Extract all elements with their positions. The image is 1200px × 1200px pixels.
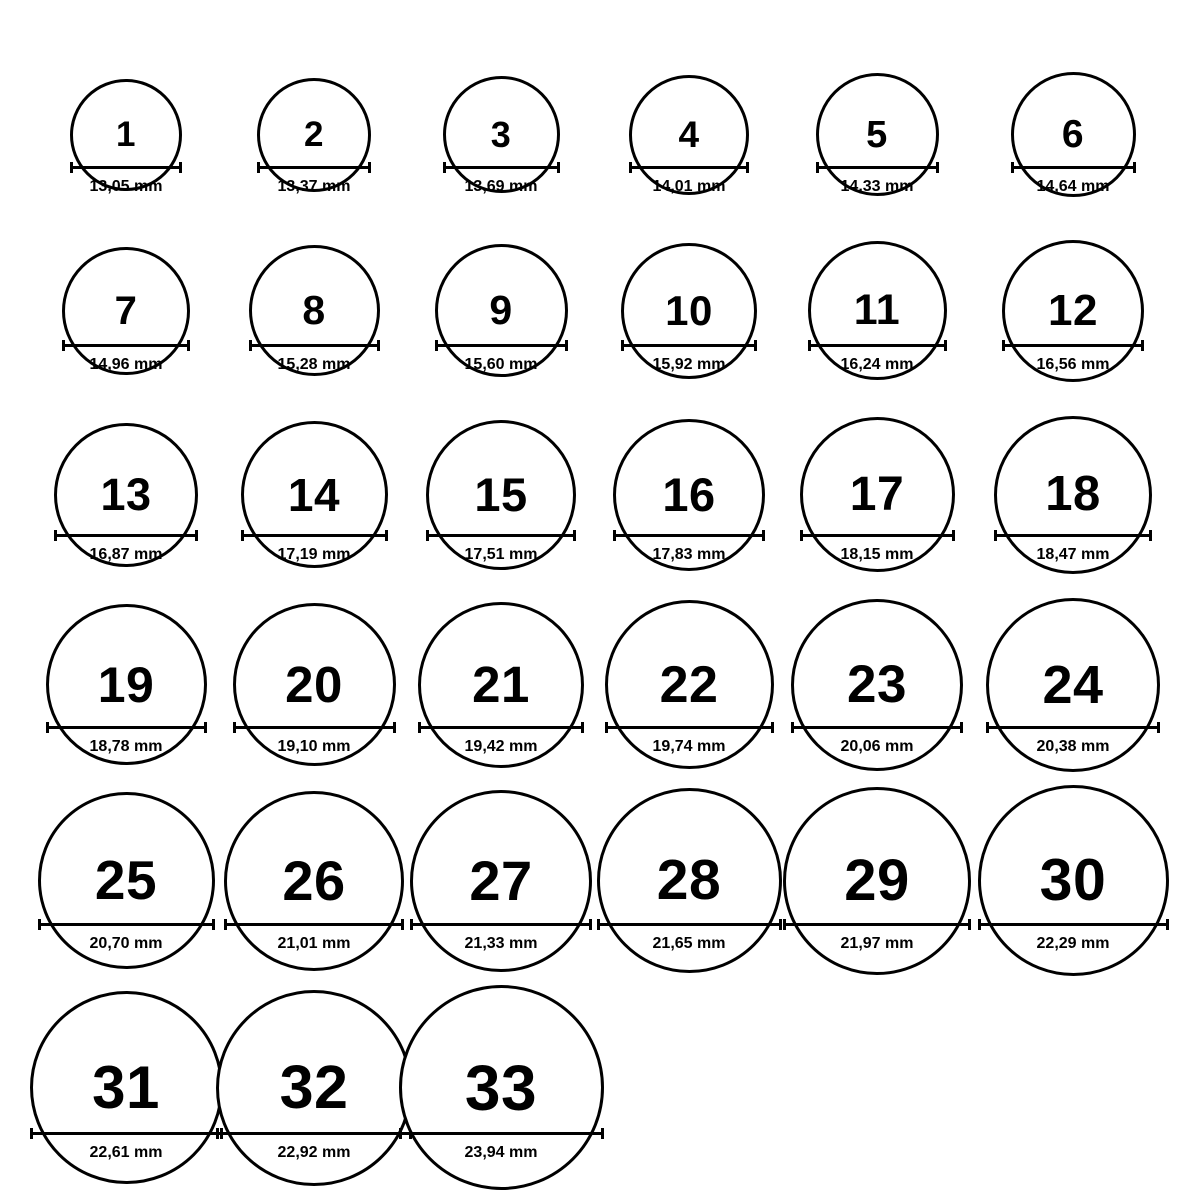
measurement-bar-icon bbox=[399, 1128, 604, 1138]
ring-measurement bbox=[816, 156, 939, 195]
ring-measurement bbox=[426, 524, 576, 563]
measurement-cap-left bbox=[800, 530, 803, 541]
ring-diameter-label: 16,56 mm bbox=[1036, 356, 1110, 373]
measurement-cap-left bbox=[597, 919, 600, 930]
ring-diameter-label: 17,19 mm bbox=[277, 546, 351, 563]
ring-measurement bbox=[241, 524, 388, 563]
measurement-cap-left bbox=[70, 162, 73, 173]
ring-diameter-label: 21,97 mm bbox=[840, 935, 914, 952]
measurement-cap-right bbox=[401, 919, 404, 930]
measurement-cap-left bbox=[613, 530, 616, 541]
ring-measurement bbox=[224, 913, 404, 952]
measurement-bar-icon bbox=[605, 722, 774, 732]
ring-diameter-label: 18,47 mm bbox=[1036, 546, 1110, 563]
measurement-cap-left bbox=[1011, 162, 1014, 173]
ring-size-number: 23 bbox=[847, 655, 907, 714]
measurement-line bbox=[435, 344, 568, 347]
ring-measurement bbox=[249, 334, 380, 373]
ring-size-number: 25 bbox=[94, 849, 158, 911]
measurement-cap-left bbox=[808, 340, 811, 351]
measurement-cap-right bbox=[565, 340, 568, 351]
measurement-cap-left bbox=[257, 162, 260, 173]
ring-measurement bbox=[443, 156, 560, 195]
measurement-bar-icon bbox=[443, 162, 560, 172]
ring-size-number: 11 bbox=[853, 286, 901, 334]
measurement-cap-right bbox=[187, 340, 190, 351]
measurement-bar-icon bbox=[435, 340, 568, 350]
ring-diameter-label: 15,28 mm bbox=[277, 356, 351, 373]
measurement-bar-icon bbox=[30, 1128, 223, 1138]
measurement-cap-left bbox=[1002, 340, 1005, 351]
measurement-cap-right bbox=[1157, 722, 1160, 733]
ring-measurement bbox=[605, 716, 774, 755]
measurement-cap-right bbox=[762, 530, 765, 541]
measurement-bar-icon bbox=[418, 722, 584, 732]
measurement-cap-right bbox=[557, 162, 560, 173]
ring-measurement bbox=[800, 524, 955, 563]
ring-diameter-label: 14,01 mm bbox=[652, 178, 726, 195]
ring-diameter-label: 14,33 mm bbox=[840, 178, 914, 195]
ring-diameter-label: 22,29 mm bbox=[1036, 935, 1110, 952]
ring-diameter-label: 15,60 mm bbox=[464, 356, 538, 373]
measurement-bar-icon bbox=[613, 530, 765, 540]
ring-size-number: 30 bbox=[1039, 847, 1107, 913]
ring-size-number: 1 bbox=[116, 115, 136, 154]
measurement-line bbox=[621, 344, 757, 347]
measurement-cap-right bbox=[204, 722, 207, 733]
measurement-line bbox=[46, 726, 207, 729]
measurement-cap-left bbox=[224, 919, 227, 930]
ring-size-number: 29 bbox=[844, 847, 910, 913]
ring-size-number: 12 bbox=[1048, 285, 1098, 335]
measurement-bar-icon bbox=[224, 919, 404, 929]
measurement-cap-left bbox=[241, 530, 244, 541]
measurement-cap-right bbox=[746, 162, 749, 173]
ring-measurement bbox=[38, 913, 215, 952]
measurement-cap-left bbox=[62, 340, 65, 351]
measurement-line bbox=[629, 166, 749, 169]
measurement-line bbox=[597, 923, 782, 926]
ring-diameter-label: 14,64 mm bbox=[1036, 178, 1110, 195]
ring-size-number: 20 bbox=[285, 656, 343, 713]
ring-diameter-label: 22,92 mm bbox=[277, 1144, 351, 1161]
measurement-cap-left bbox=[605, 722, 608, 733]
ring-diameter-label: 17,51 mm bbox=[464, 546, 538, 563]
ring-diameter-label: 19,42 mm bbox=[464, 738, 538, 755]
ring-size-number: 8 bbox=[302, 287, 326, 333]
ring-diameter-label: 18,78 mm bbox=[89, 738, 163, 755]
measurement-line bbox=[418, 726, 584, 729]
measurement-cap-right bbox=[212, 919, 215, 930]
ring-measurement bbox=[410, 913, 592, 952]
ring-size-number: 13 bbox=[100, 469, 152, 520]
measurement-cap-left bbox=[399, 1128, 402, 1139]
measurement-line bbox=[816, 166, 939, 169]
measurement-line bbox=[808, 344, 947, 347]
ring-measurement bbox=[216, 1122, 412, 1161]
measurement-cap-right bbox=[1166, 919, 1169, 930]
measurement-cap-right bbox=[771, 722, 774, 733]
measurement-bar-icon bbox=[426, 530, 576, 540]
measurement-line bbox=[1011, 166, 1136, 169]
ring-diameter-label: 17,83 mm bbox=[652, 546, 726, 563]
ring-measurement bbox=[70, 156, 182, 195]
measurement-cap-right bbox=[368, 162, 371, 173]
measurement-bar-icon bbox=[216, 1128, 412, 1138]
measurement-cap-left bbox=[994, 530, 997, 541]
measurement-line bbox=[70, 166, 182, 169]
measurement-bar-icon bbox=[257, 162, 371, 172]
ring-diameter-label: 20,70 mm bbox=[89, 935, 163, 952]
measurement-cap-left bbox=[216, 1128, 219, 1139]
ring-diameter-label: 16,24 mm bbox=[840, 356, 914, 373]
measurement-cap-left bbox=[783, 919, 786, 930]
measurement-bar-icon bbox=[791, 722, 963, 732]
ring-size-number: 26 bbox=[282, 848, 346, 912]
measurement-bar-icon bbox=[800, 530, 955, 540]
measurement-bar-icon bbox=[233, 722, 396, 732]
measurement-cap-left bbox=[621, 340, 624, 351]
ring-measurement bbox=[791, 716, 963, 755]
measurement-bar-icon bbox=[986, 722, 1160, 732]
measurement-line bbox=[249, 344, 380, 347]
ring-diameter-label: 21,01 mm bbox=[277, 935, 351, 952]
ring-size-number: 32 bbox=[279, 1053, 349, 1121]
measurement-cap-left bbox=[986, 722, 989, 733]
measurement-cap-right bbox=[573, 530, 576, 541]
measurement-cap-left bbox=[791, 722, 794, 733]
measurement-cap-left bbox=[410, 919, 413, 930]
ring-diameter-label: 21,33 mm bbox=[464, 935, 538, 952]
ring-size-number: 28 bbox=[656, 848, 722, 912]
measurement-cap-right bbox=[754, 340, 757, 351]
measurement-cap-right bbox=[944, 340, 947, 351]
ring-measurement bbox=[54, 524, 198, 563]
measurement-cap-right bbox=[936, 162, 939, 173]
ring-measurement bbox=[233, 716, 396, 755]
measurement-cap-right bbox=[952, 530, 955, 541]
measurement-cap-right bbox=[968, 919, 971, 930]
ring-size-number: 33 bbox=[464, 1051, 538, 1124]
measurement-bar-icon bbox=[70, 162, 182, 172]
ring-size-number: 31 bbox=[92, 1053, 160, 1121]
measurement-cap-left bbox=[426, 530, 429, 541]
measurement-cap-left bbox=[30, 1128, 33, 1139]
ring-measurement bbox=[621, 334, 757, 373]
ring-measurement bbox=[986, 716, 1160, 755]
measurement-bar-icon bbox=[62, 340, 190, 350]
ring-diameter-label: 14,96 mm bbox=[89, 356, 163, 373]
ring-diameter-label: 23,94 mm bbox=[464, 1144, 538, 1161]
ring-size-number: 17 bbox=[849, 467, 905, 521]
measurement-bar-icon bbox=[816, 162, 939, 172]
measurement-line bbox=[224, 923, 404, 926]
measurement-bar-icon bbox=[249, 340, 380, 350]
ring-measurement bbox=[613, 524, 765, 563]
ring-size-number: 3 bbox=[490, 113, 512, 155]
ring-diameter-label: 19,74 mm bbox=[652, 738, 726, 755]
measurement-cap-right bbox=[385, 530, 388, 541]
measurement-cap-right bbox=[1141, 340, 1144, 351]
ring-size-number: 16 bbox=[662, 468, 716, 521]
measurement-line bbox=[443, 166, 560, 169]
measurement-cap-right bbox=[1149, 530, 1152, 541]
measurement-bar-icon bbox=[1002, 340, 1144, 350]
measurement-line bbox=[54, 534, 198, 537]
ring-measurement bbox=[62, 334, 190, 373]
measurement-line bbox=[978, 923, 1169, 926]
measurement-cap-right bbox=[179, 162, 182, 173]
measurement-line bbox=[30, 1132, 223, 1135]
measurement-cap-left bbox=[54, 530, 57, 541]
ring-size-number: 15 bbox=[474, 468, 528, 521]
measurement-cap-left bbox=[978, 919, 981, 930]
ring-size-number: 10 bbox=[665, 286, 713, 334]
ring-measurement bbox=[597, 913, 782, 952]
ring-diameter-label: 13,37 mm bbox=[277, 178, 351, 195]
ring-size-number: 4 bbox=[678, 114, 700, 155]
measurement-line bbox=[241, 534, 388, 537]
ring-measurement bbox=[808, 334, 947, 373]
measurement-cap-right bbox=[581, 722, 584, 733]
measurement-line bbox=[986, 726, 1160, 729]
measurement-line bbox=[216, 1132, 412, 1135]
measurement-line bbox=[605, 726, 774, 729]
ring-measurement bbox=[30, 1122, 223, 1161]
measurement-cap-left bbox=[418, 722, 421, 733]
ring-size-number: 7 bbox=[114, 288, 138, 333]
ring-size-number: 22 bbox=[659, 655, 719, 714]
measurement-bar-icon bbox=[597, 919, 782, 929]
measurement-line bbox=[994, 534, 1152, 537]
measurement-cap-left bbox=[249, 340, 252, 351]
measurement-bar-icon bbox=[994, 530, 1152, 540]
measurement-cap-left bbox=[435, 340, 438, 351]
measurement-cap-right bbox=[1133, 162, 1136, 173]
ring-measurement bbox=[46, 716, 207, 755]
measurement-cap-right bbox=[779, 919, 782, 930]
ring-size-number: 24 bbox=[1042, 654, 1104, 715]
ring-measurement bbox=[783, 913, 971, 952]
measurement-bar-icon bbox=[808, 340, 947, 350]
measurement-line bbox=[426, 534, 576, 537]
measurement-bar-icon bbox=[38, 919, 215, 929]
measurement-cap-left bbox=[46, 722, 49, 733]
ring-size-number: 19 bbox=[97, 656, 155, 713]
measurement-bar-icon bbox=[54, 530, 198, 540]
measurement-cap-right bbox=[393, 722, 396, 733]
ring-size-number: 14 bbox=[287, 468, 341, 521]
measurement-cap-left bbox=[233, 722, 236, 733]
measurement-bar-icon bbox=[783, 919, 971, 929]
measurement-cap-right bbox=[589, 919, 592, 930]
ring-diameter-label: 20,06 mm bbox=[840, 738, 914, 755]
measurement-line bbox=[1002, 344, 1144, 347]
ring-size-number: 5 bbox=[866, 113, 888, 156]
measurement-line bbox=[613, 534, 765, 537]
measurement-bar-icon bbox=[629, 162, 749, 172]
ring-diameter-label: 13,69 mm bbox=[464, 178, 538, 195]
ring-measurement bbox=[418, 716, 584, 755]
measurement-line bbox=[257, 166, 371, 169]
measurement-line bbox=[399, 1132, 604, 1135]
measurement-line bbox=[800, 534, 955, 537]
ring-size-number: 6 bbox=[1061, 113, 1085, 156]
measurement-bar-icon bbox=[410, 919, 592, 929]
ring-diameter-label: 15,92 mm bbox=[652, 356, 726, 373]
ring-measurement bbox=[1002, 334, 1144, 373]
ring-measurement bbox=[629, 156, 749, 195]
measurement-bar-icon bbox=[1011, 162, 1136, 172]
measurement-line bbox=[410, 923, 592, 926]
ring-measurement bbox=[257, 156, 371, 195]
ring-measurement bbox=[1011, 156, 1136, 195]
measurement-line bbox=[233, 726, 396, 729]
ring-size-number: 9 bbox=[489, 287, 513, 333]
ring-diameter-label: 16,87 mm bbox=[89, 546, 163, 563]
ring-diameter-label: 20,38 mm bbox=[1036, 738, 1110, 755]
measurement-bar-icon bbox=[978, 919, 1169, 929]
ring-size-number: 27 bbox=[469, 848, 533, 912]
measurement-cap-right bbox=[601, 1128, 604, 1139]
ring-size-number: 21 bbox=[472, 656, 530, 713]
ring-diameter-label: 22,61 mm bbox=[89, 1144, 163, 1161]
ring-size-number: 18 bbox=[1045, 467, 1101, 521]
ring-measurement bbox=[435, 334, 568, 373]
measurement-cap-right bbox=[960, 722, 963, 733]
measurement-cap-left bbox=[443, 162, 446, 173]
ring-diameter-label: 13,05 mm bbox=[89, 178, 163, 195]
measurement-bar-icon bbox=[621, 340, 757, 350]
ring-diameter-label: 21,65 mm bbox=[652, 935, 726, 952]
ring-measurement bbox=[994, 524, 1152, 563]
measurement-line bbox=[791, 726, 963, 729]
ring-size-number: 2 bbox=[304, 115, 324, 154]
ring-measurement bbox=[978, 913, 1169, 952]
measurement-line bbox=[783, 923, 971, 926]
measurement-cap-right bbox=[377, 340, 380, 351]
measurement-line bbox=[62, 344, 190, 347]
measurement-bar-icon bbox=[241, 530, 388, 540]
ring-diameter-label: 19,10 mm bbox=[277, 738, 351, 755]
measurement-cap-left bbox=[629, 162, 632, 173]
measurement-cap-left bbox=[38, 919, 41, 930]
measurement-cap-left bbox=[816, 162, 819, 173]
ring-measurement bbox=[399, 1122, 604, 1161]
ring-diameter-label: 18,15 mm bbox=[840, 546, 914, 563]
measurement-line bbox=[38, 923, 215, 926]
measurement-bar-icon bbox=[46, 722, 207, 732]
measurement-cap-right bbox=[195, 530, 198, 541]
